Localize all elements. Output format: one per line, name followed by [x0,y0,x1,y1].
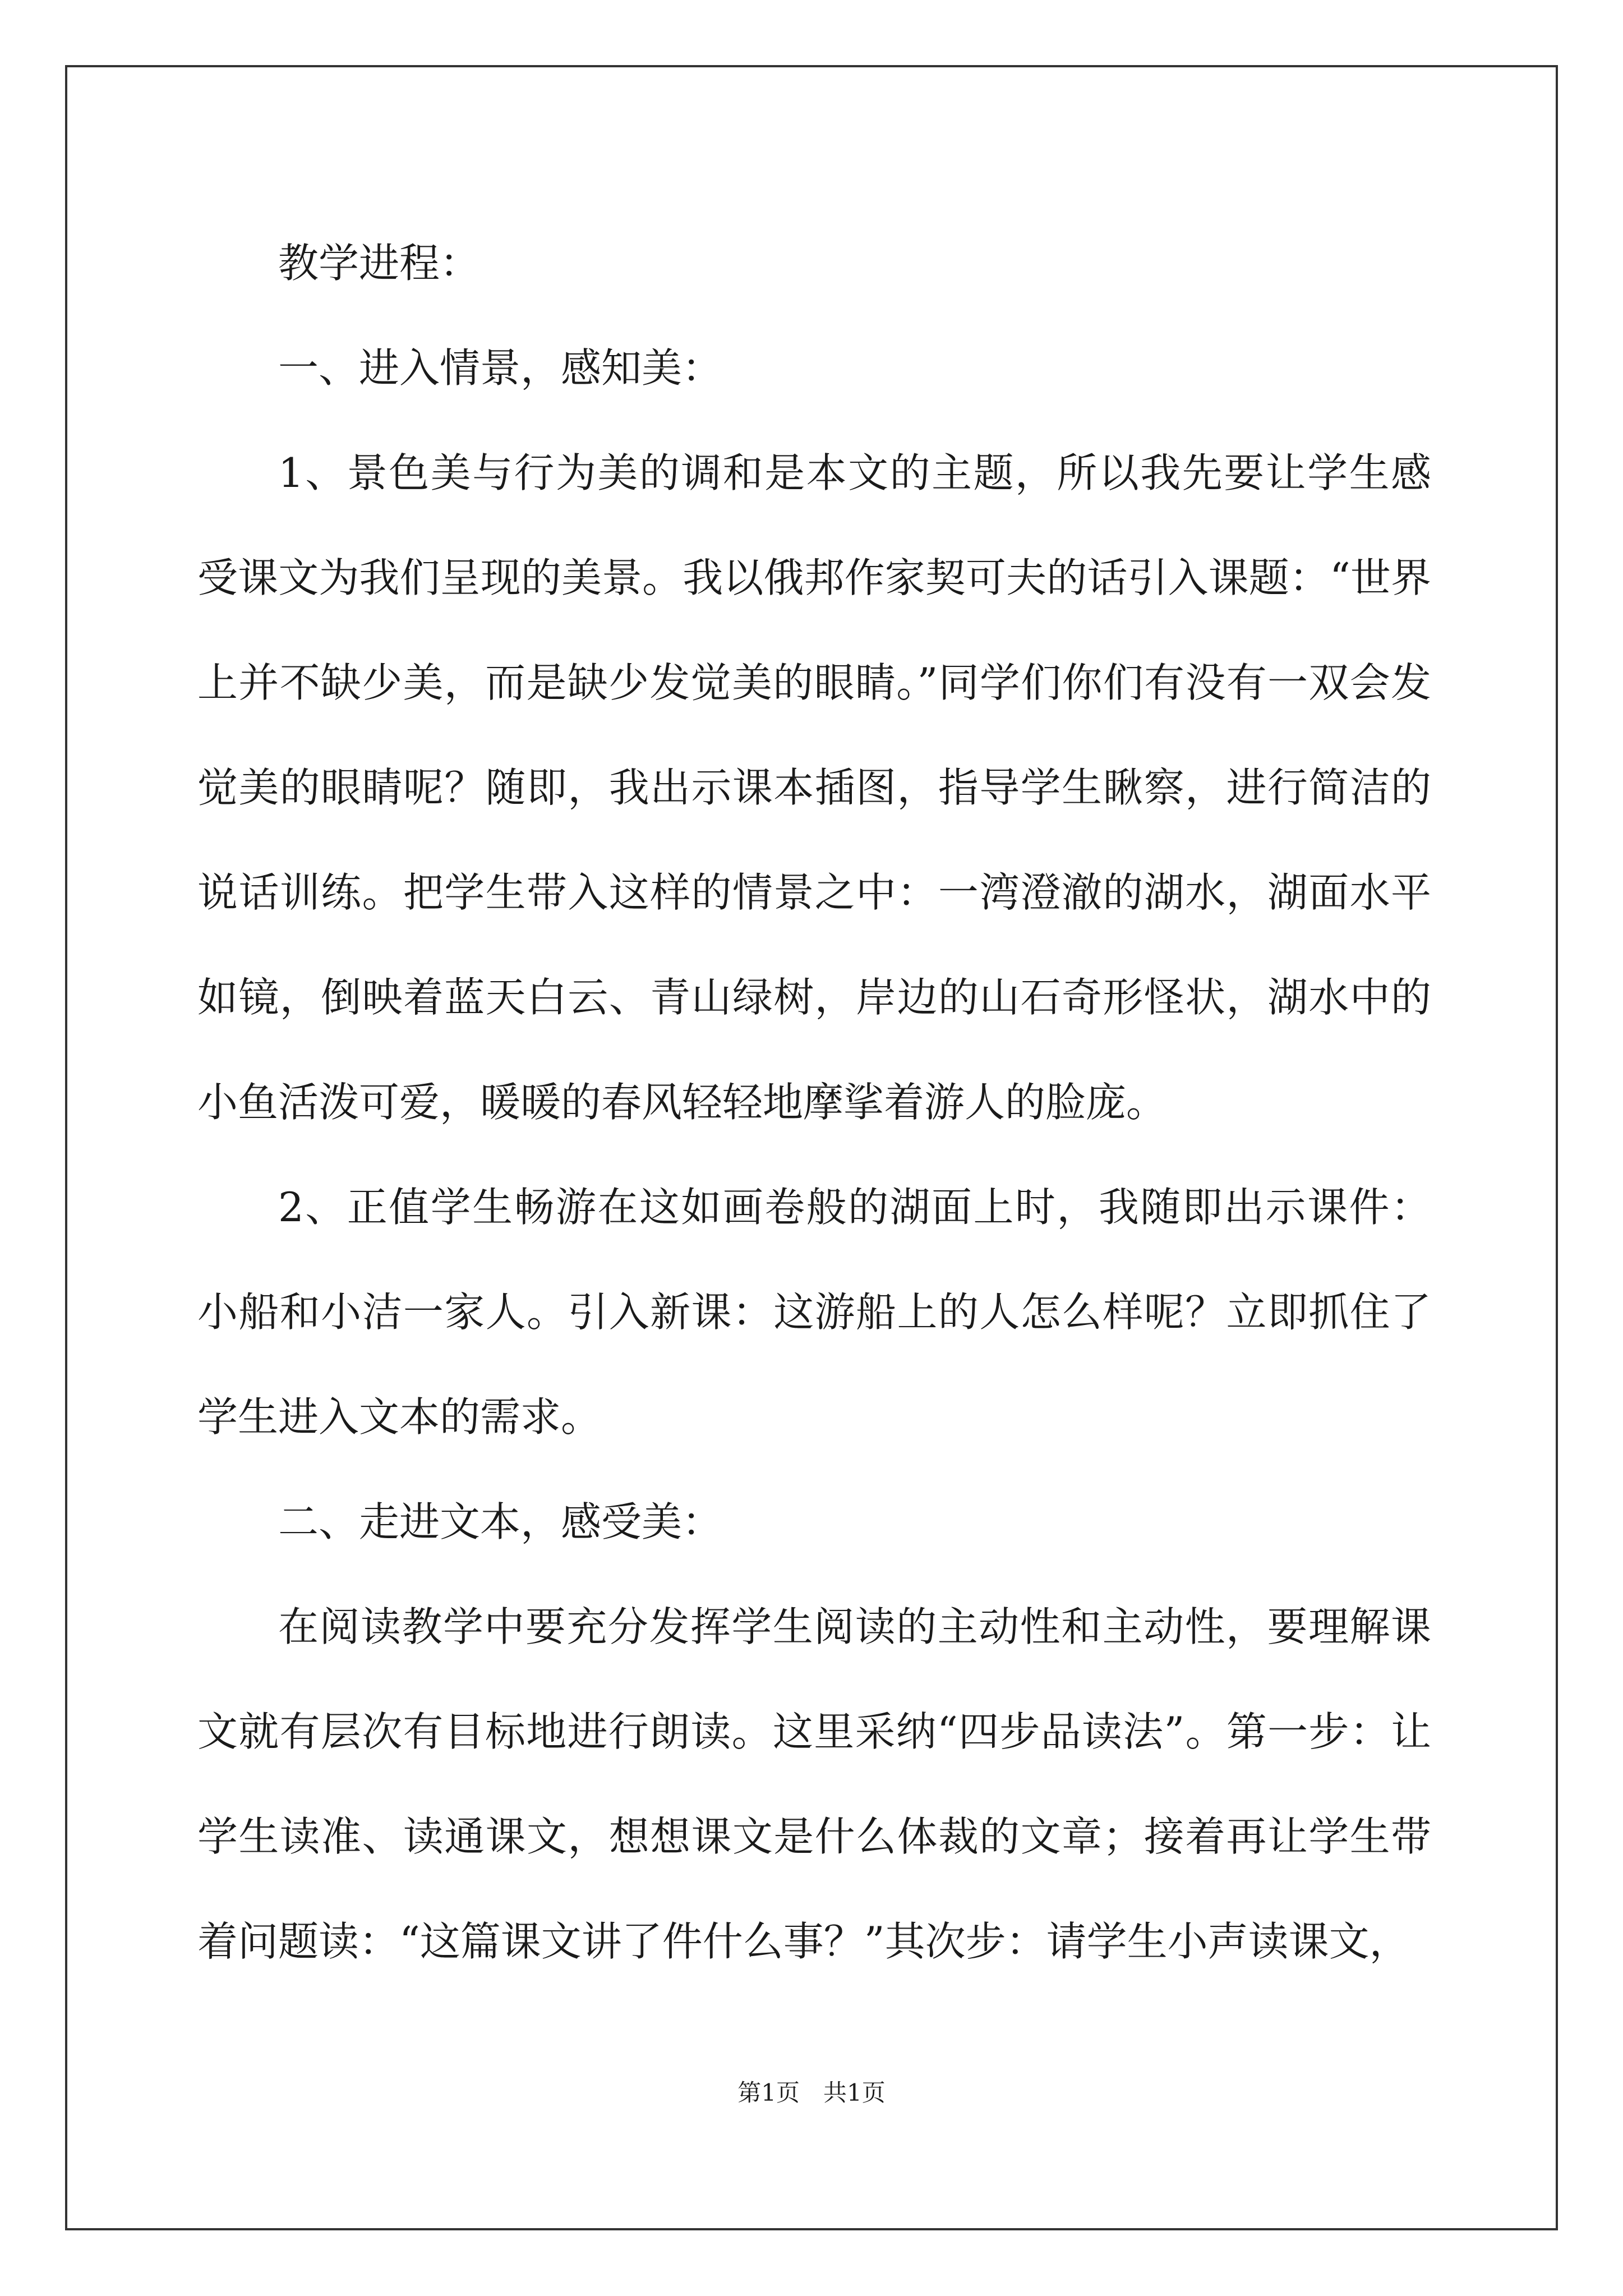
paragraph-2: 2、正值学生畅游在这如画卷般的湖面上时，我随即出示课件：小船和小洁一家人。引入新课：这游船上的人怎么样呢？立即抓住了学生进入文本的需求。 [197,1184,1431,1441]
document-body [197,211,1431,1994]
lesson-heading: 教学进程： [278,240,481,287]
page-footer: 第1页 共1页 [737,2079,886,2106]
paragraph-1: 1、景色美与行为美的调和是本文的主题，所以我先要让学生感受课文为我们呈现的美景。我以俄邦作家契可夫的话引入课题：“世界上并不缺少美，而是缺少发觉美的眼睛。”同学们你们有没有一双会发觉美的眼睛呢？随即，我出示课本插图，指导学生瞅察，进行简洁的说话训练。把学生带入这样的情景之中：一湾澄澈的湖水，湖面水平如镜，倒映着蓝天白云、青山绿树，岸边的山石奇形怪状，湖水中的小鱼活泼可爱，暖暖的春风轻轻地摩挲着游人的脸庞。 [197,449,1431,1126]
section-2-title: 二、走进文本，感受美： [278,1498,723,1545]
section-1-title: 一、进入情景，感知美： [278,344,723,392]
paragraph-3: 在阅读教学中要充分发挥学生阅读的主动性和主动性，要理解课文就有层次有目标地进行朗读。这里采纳“四步品读法”。第一步：让学生读准、读通课文，想想课文是什么体裁的文章；接着再让学生带着问题读：“这篇课文讲了件什么事？”其次步：请学生小声读课文， [197,1603,1431,1965]
